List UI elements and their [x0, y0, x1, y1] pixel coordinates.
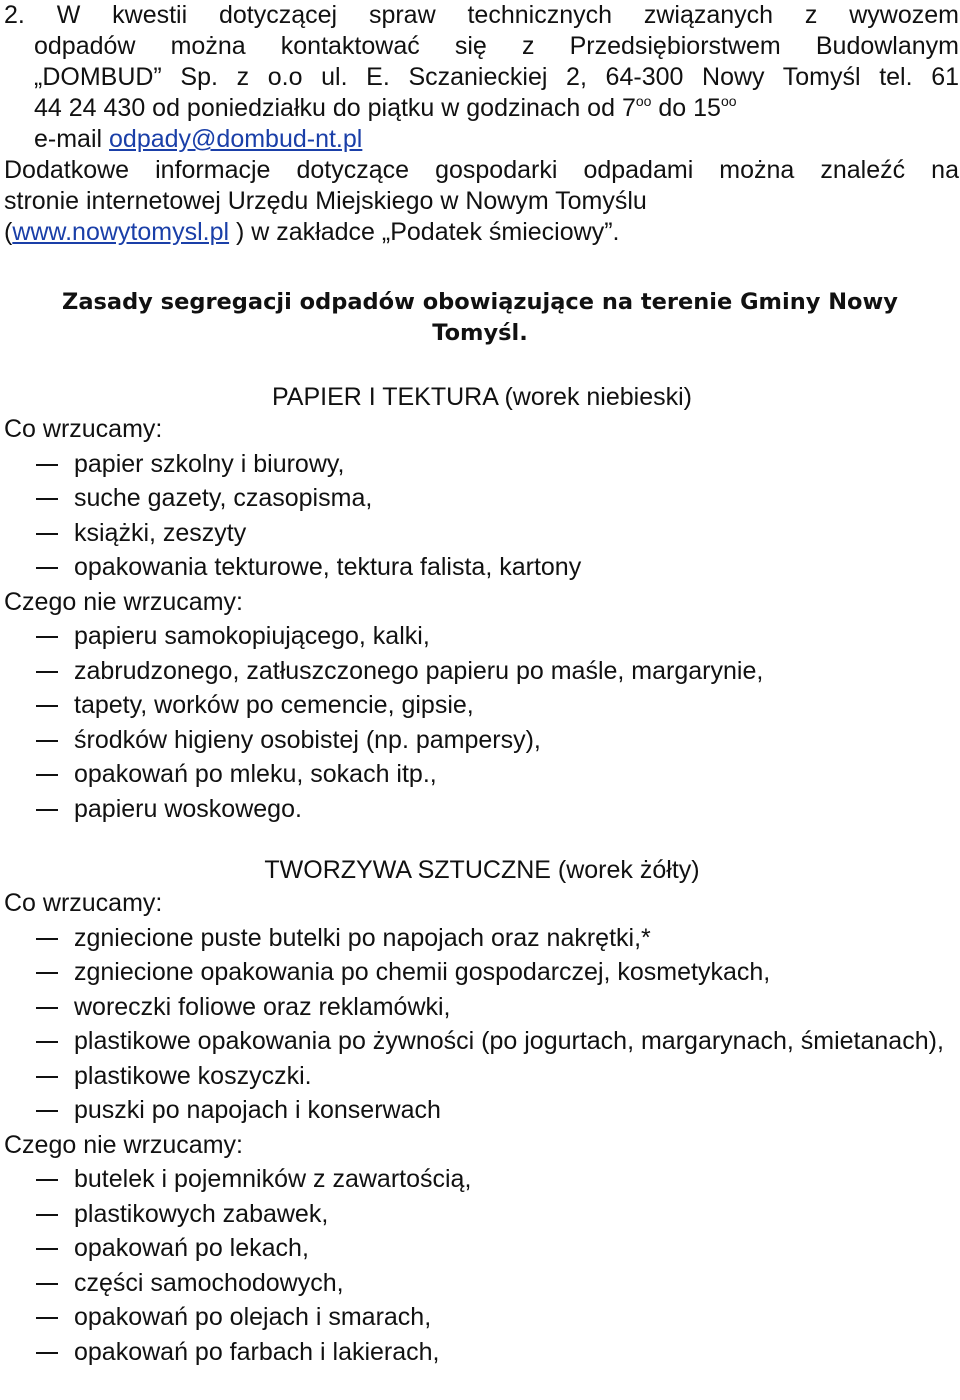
- list-item-text: opakowań po mleku, sokach itp.,: [74, 760, 437, 788]
- list-item-text: części samochodowych,: [74, 1268, 344, 1297]
- list-item: [4, 481, 954, 516]
- dash-bullet: [36, 774, 58, 776]
- dash-bullet: [36, 705, 58, 707]
- list-item-text: opakowań po farbach i lakierach,: [74, 1337, 440, 1366]
- heading-line: Zasady segregacji odpadów obowiązujące na terenie Gminy Nowy: [62, 289, 898, 315]
- list-item: [4, 516, 954, 551]
- list-item-text: środków higieny osobistej (np. pampersy),: [74, 725, 541, 754]
- list-item-text: suche gazety, czasopisma,: [74, 484, 373, 512]
- list-item: [4, 619, 954, 654]
- intro-line: Dodatkowe informacje dotyczące gospodarki odpadami można znaleźć na: [4, 156, 959, 184]
- hours-text: 44 24 430 od poniedziałku do piątku w godzinach od 7: [34, 94, 636, 122]
- list-item-text: papieru woskowego.: [74, 794, 302, 823]
- section-title-text: PAPIER I TEKTURA: [271, 383, 498, 411]
- list-item: [4, 921, 954, 956]
- email-line: [4, 124, 959, 155]
- list-item: [4, 1059, 954, 1094]
- website-suffix: ) w zakładce „Podatek śmieciowy”.: [229, 218, 620, 246]
- email-label: e-mail: [34, 125, 110, 153]
- superscript-oo: oo: [635, 93, 652, 109]
- dash-bullet: [36, 567, 58, 569]
- czego-nie-wrzucamy-label: Czego nie wrzucamy:: [4, 587, 243, 616]
- list-item-text: tapety, worków po cemencie, gipsie,: [74, 691, 474, 719]
- dash-bullet: [36, 498, 58, 500]
- section-subtitle: (worek niebieski): [497, 383, 693, 411]
- section-heading: [0, 287, 960, 349]
- intro-line: [4, 93, 959, 124]
- dash-bullet: [36, 1317, 58, 1319]
- intro-line: odpadów można kontaktować się z Przedsiębiorstwem Budowlanym: [34, 32, 959, 60]
- list-item-text: opakowań po lekach,: [74, 1234, 309, 1262]
- email-link[interactable]: odpady@dombud-nt.pl: [109, 125, 363, 153]
- list-item-text: zgniecione puste butelki po napojach oraz nakrętki,*: [74, 923, 651, 952]
- dash-bullet: [36, 740, 58, 742]
- list-item-text: butelek i pojemników z zawartością,: [74, 1165, 472, 1193]
- intro-line: stronie internetowej Urzędu Miejskiego w Nowym Tomyślu: [4, 187, 647, 215]
- czego-nie-wrzucamy-list: [4, 619, 954, 826]
- plastics-section-title: [0, 853, 960, 887]
- dash-bullet: [36, 972, 58, 974]
- list-item-text: papier szkolny i biurowy,: [74, 449, 345, 478]
- list-item-text: plastikowe opakowania po żywności (po jogurtach, margarynach, śmietanach),: [74, 1027, 944, 1055]
- paren-open: (: [4, 218, 13, 246]
- dash-bullet: [36, 636, 58, 638]
- list-item: [4, 955, 954, 990]
- list-item: [4, 757, 954, 792]
- list-item-text: plastikowe koszyczki.: [74, 1061, 312, 1090]
- dash-bullet: [36, 1041, 58, 1043]
- list-item-text: plastikowych zabawek,: [74, 1199, 329, 1228]
- intro-paragraph: [4, 0, 959, 248]
- dash-bullet: [36, 809, 58, 811]
- list-item-text: opakowania tekturowe, tektura falista, kartony: [74, 553, 582, 581]
- website-line: [4, 217, 959, 248]
- list-item: [4, 654, 954, 689]
- list-item-text: puszki po napojach i konserwach: [74, 1096, 441, 1124]
- hours-text: do 15: [651, 94, 721, 122]
- dash-bullet: [36, 533, 58, 535]
- dash-bullet: [36, 1179, 58, 1181]
- list-item: [4, 1300, 954, 1335]
- czego-nie-wrzucamy-list: [4, 1162, 954, 1369]
- website-link[interactable]: www.nowytomysl.pl: [12, 218, 230, 246]
- dash-bullet: [36, 1076, 58, 1078]
- dash-bullet: [36, 464, 58, 466]
- co-wrzucamy-label: Co wrzucamy:: [4, 889, 163, 917]
- list-item-text: papieru samokopiującego, kalki,: [74, 622, 430, 650]
- list-item: [4, 447, 954, 482]
- co-wrzucamy-label: Co wrzucamy:: [4, 415, 163, 443]
- list-item-text: zgniecione opakowania po chemii gospodarczej, kosmetykach,: [74, 958, 771, 986]
- list-item: [4, 1335, 954, 1370]
- list-item: [4, 1266, 954, 1301]
- section-subtitle: (worek żółty): [550, 856, 700, 884]
- intro-line: „DOMBUD” Sp. z o.o ul. E. Sczanieckiej 2, 64-300 Nowy Tomyśl tel. 61: [34, 63, 959, 91]
- dash-bullet: [36, 1007, 58, 1009]
- list-item: [4, 1024, 954, 1059]
- heading-line: Tomyśl.: [432, 320, 528, 346]
- section-title-text: TWORZYWA SZTUCZNE: [264, 856, 551, 884]
- paper-section-body: [4, 412, 954, 826]
- list-item: [4, 688, 954, 723]
- list-item: [4, 792, 954, 827]
- dash-bullet: [36, 1214, 58, 1216]
- dash-bullet: [36, 1248, 58, 1250]
- list-item: [4, 723, 954, 758]
- plastics-section-body: [4, 886, 954, 1369]
- list-item: [4, 1231, 954, 1266]
- list-item-text: książki, zeszyty: [74, 518, 247, 547]
- dash-bullet: [36, 938, 58, 940]
- list-item: [4, 1197, 954, 1232]
- list-item: [4, 1093, 954, 1128]
- czego-nie-wrzucamy-label: Czego nie wrzucamy:: [4, 1130, 243, 1159]
- intro-line: 2. W kwestii dotyczącej spraw technicznych związanych z wywozem: [4, 1, 959, 29]
- dash-bullet: [36, 1110, 58, 1112]
- superscript-oo: oo: [720, 93, 737, 109]
- paper-section-title: [0, 380, 960, 414]
- list-item: [4, 550, 954, 585]
- dash-bullet: [36, 1283, 58, 1285]
- co-wrzucamy-list: [4, 921, 954, 1128]
- list-item-text: opakowań po olejach i smarach,: [74, 1303, 432, 1331]
- list-item-text: zabrudzonego, zatłuszczonego papieru po maśle, margarynie,: [74, 656, 764, 685]
- list-item-text: woreczki foliowe oraz reklamówki,: [74, 992, 451, 1021]
- co-wrzucamy-list: [4, 447, 954, 585]
- list-item: [4, 990, 954, 1025]
- dash-bullet: [36, 671, 58, 673]
- dash-bullet: [36, 1352, 58, 1354]
- list-item: [4, 1162, 954, 1197]
